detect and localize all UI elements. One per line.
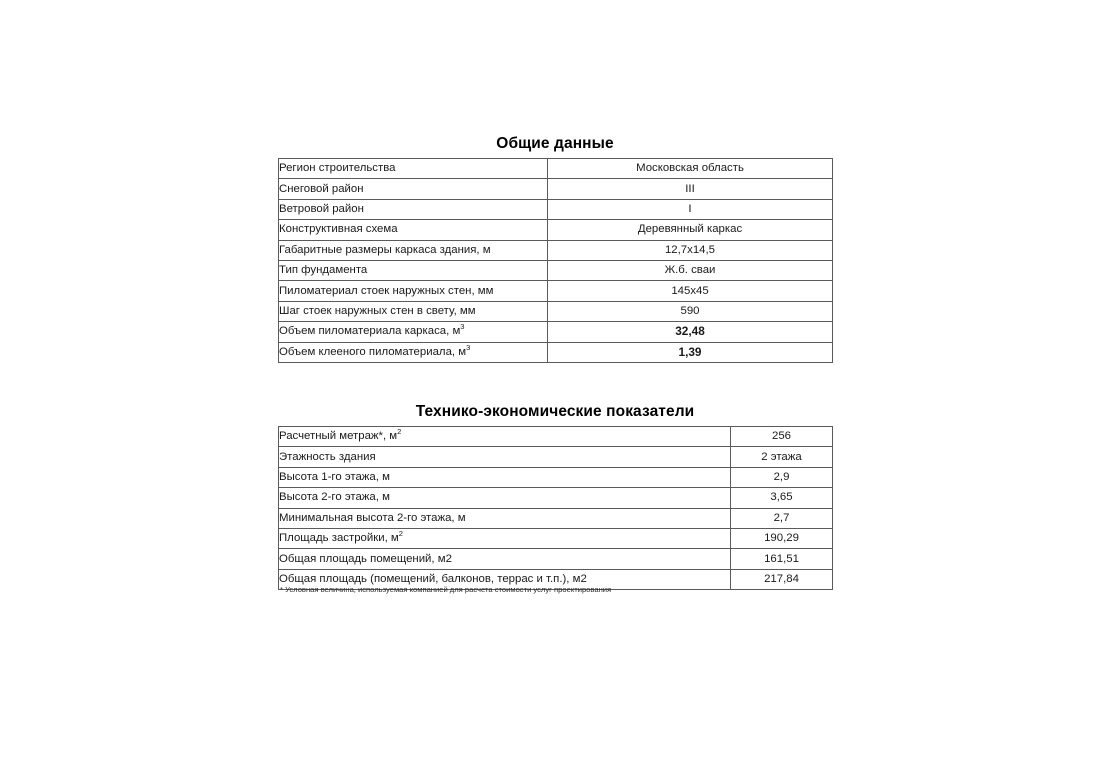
- table-row: [279, 199, 833, 219]
- table-row: [279, 447, 833, 467]
- row-value: 217,84: [731, 569, 833, 589]
- row-label: Габаритные размеры каркаса здания, м: [279, 240, 548, 260]
- tep-title: Технико-экономические показатели: [415, 403, 695, 420]
- row-label: Объем клееного пиломатериала, $м^3$: [279, 342, 548, 362]
- row-value: 590: [548, 301, 833, 321]
- row-label: Высота 1-го этажа, м: [279, 467, 731, 487]
- row-label: Общая площадь помещений, м2: [279, 549, 731, 569]
- table-row: [279, 179, 833, 199]
- row-label: Шаг стоек наружных стен в свету, мм: [279, 301, 548, 321]
- table-row: [279, 220, 833, 240]
- row-label: Высота 2-го этажа, м: [279, 488, 731, 508]
- table-row: [279, 488, 833, 508]
- tep-table: [278, 426, 833, 590]
- row-value: 190,29: [731, 528, 833, 548]
- table-row: [279, 508, 833, 528]
- row-label: Пиломатериал стоек наружных стен, мм: [279, 281, 548, 301]
- row-value: 2 этажа: [731, 447, 833, 467]
- row-label: Площадь застройки, $м^2$: [279, 528, 731, 548]
- label-superscript: 2: [398, 529, 403, 539]
- section-tep: [278, 402, 832, 590]
- table-row: [279, 467, 833, 487]
- row-value: 12,7х14,5: [548, 240, 833, 260]
- table-row: [279, 159, 833, 179]
- section-general-data: [278, 134, 832, 363]
- label-superscript: 2: [397, 427, 402, 437]
- table-row: [279, 427, 833, 447]
- table-row: [279, 322, 833, 342]
- row-value: III: [548, 179, 833, 199]
- row-value: 1,39: [548, 342, 833, 362]
- row-label: Объем пиломатериала каркаса, $м^3$: [279, 322, 548, 342]
- label-superscript: 3: [460, 322, 465, 332]
- table-row: [279, 281, 833, 301]
- row-value: Московская область: [548, 159, 833, 179]
- table-row: [279, 260, 833, 280]
- table-row: [279, 240, 833, 260]
- table-row: [279, 549, 833, 569]
- tep-table-body: [279, 427, 833, 590]
- row-label: Конструктивная схема: [279, 220, 548, 240]
- general-data-title: Общие данные: [496, 135, 614, 152]
- row-label: Минимальная высота 2-го этажа, м: [279, 508, 731, 528]
- row-value: 2,9: [731, 467, 833, 487]
- row-value: 161,51: [731, 549, 833, 569]
- general-data-table-body: [279, 159, 833, 363]
- row-label: Расчетный метраж*, $м^2$: [279, 427, 731, 447]
- row-value: 32,48: [548, 322, 833, 342]
- row-label: Ветровой район: [279, 199, 548, 219]
- table-row: [279, 342, 833, 362]
- row-value: 3,65: [731, 488, 833, 508]
- row-label: Регион строительства: [279, 159, 548, 179]
- row-label: Снеговой район: [279, 179, 548, 199]
- label-superscript: 3: [466, 342, 471, 352]
- row-value: Деревянный каркас: [548, 220, 833, 240]
- tep-footnote: * Условная величина, используемая компанией для расчета стоимости услуг проектирования: [280, 585, 612, 594]
- row-value: 2,7: [731, 508, 833, 528]
- row-value: Ж.б. сваи: [548, 260, 833, 280]
- table-row: [279, 528, 833, 548]
- row-value: 145х45: [548, 281, 833, 301]
- table-row: [279, 301, 833, 321]
- row-value: 256: [731, 427, 833, 447]
- row-label: Общая площадь (помещений, балконов, террас и т.п.), м2: [279, 569, 731, 589]
- row-label: Тип фундамента: [279, 260, 548, 280]
- row-label: Этажность здания: [279, 447, 731, 467]
- general-data-table: [278, 158, 833, 363]
- row-value: I: [548, 199, 833, 219]
